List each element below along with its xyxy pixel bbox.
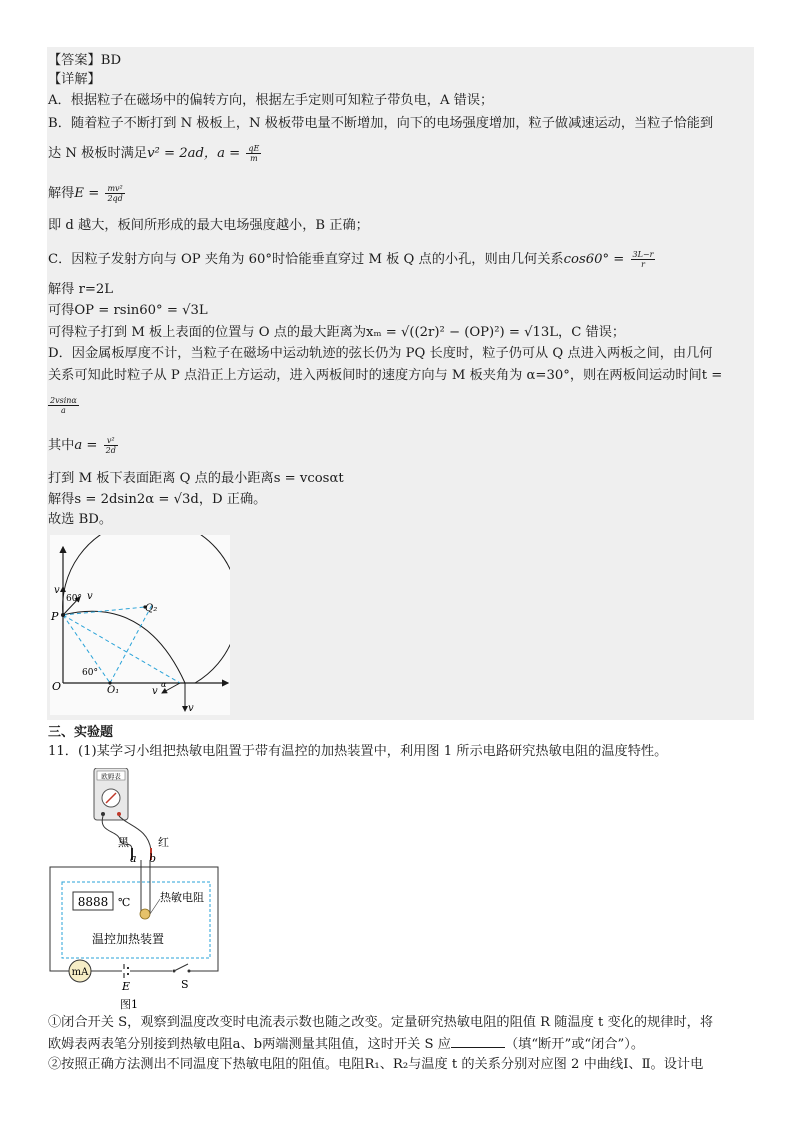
fraction-numerator: 2vsinα bbox=[50, 396, 77, 405]
option-c-line1 bbox=[48, 250, 657, 269]
fraction-denominator: a bbox=[61, 406, 66, 415]
option-d-line2: 关系可知此时粒子从 P 点沿正上方运动，进入两板间时的速度方向与 M 板夹角为 α=30°，则在两板间运动时间t = bbox=[48, 368, 723, 383]
section-title: 三、实验题 bbox=[48, 725, 114, 740]
fraction-numerator: 3L−r bbox=[632, 250, 654, 259]
option-b-line2 bbox=[48, 144, 263, 163]
label-alpha: α bbox=[161, 680, 167, 689]
switch-label: S bbox=[181, 978, 189, 991]
option-c-line3: 可得OP = rsin60° = √3L bbox=[48, 303, 208, 318]
option-c-line2: 解得 r=2L bbox=[48, 282, 114, 297]
option-d-line4 bbox=[48, 436, 120, 455]
label-60-bottom: 60° bbox=[82, 668, 98, 678]
option-a-text: A．根据粒子在磁场中的偏转方向，根据左手定则可知粒子带负电，A 错误； bbox=[48, 93, 494, 108]
thermistor-label: 热敏电阻 bbox=[160, 891, 204, 904]
label-60-top: 60° bbox=[66, 594, 82, 604]
label-v-low: v bbox=[152, 686, 158, 697]
option-c-line1-eq: cos60° = bbox=[563, 252, 629, 267]
item1-line2-text: 欧姆表两表笔分别接到热敏电阻a、b两端测量其阻值，这时开关 S 应 bbox=[48, 1037, 451, 1052]
trajectory-diagram bbox=[50, 535, 230, 715]
answer-header: 【答案】BD bbox=[48, 53, 122, 68]
temperature-unit: ℃ bbox=[118, 896, 131, 909]
option-b-line4: 即 d 越大，板间所形成的最大电场强度越小，B 正确； bbox=[48, 218, 369, 233]
option-d-line4-text: 其中 bbox=[48, 438, 75, 453]
fraction-3l-minus-r-over-r bbox=[631, 250, 656, 269]
ohmmeter-terminal-red bbox=[117, 812, 121, 816]
option-d-line3 bbox=[48, 396, 81, 415]
fraction-denominator: 2d bbox=[105, 446, 116, 455]
label-red: 红 bbox=[158, 836, 169, 849]
battery-gap bbox=[122, 969, 130, 973]
device-label: 温控加热装置 bbox=[92, 932, 165, 946]
option-c-line4: 可得粒子打到 M 板上表面的位置与 O 点的最大距离为xₘ = √((2r)² − (OP)²) = √13L，C 错误； bbox=[48, 325, 626, 340]
detail-label: 【详解】 bbox=[48, 72, 101, 87]
question11-intro: 11．(1)某学习小组把热敏电阻置于带有温控的加热装置中，利用图 1 所示电路研究热敏电阻的温度特性。 bbox=[48, 744, 668, 759]
fraction-denominator: r bbox=[641, 260, 645, 269]
circuit-figure bbox=[48, 768, 223, 1013]
label-v-mid: v bbox=[87, 591, 93, 602]
thermistor-pointer bbox=[150, 899, 160, 914]
option-d-line6: 解得s = 2dsin2α = √3d，D 正确。 bbox=[48, 492, 267, 507]
point-p bbox=[61, 613, 65, 617]
dashed-radius-1 bbox=[63, 615, 180, 683]
label-o: O bbox=[52, 680, 62, 693]
dashed-chord bbox=[63, 607, 145, 615]
battery-label: E bbox=[122, 980, 131, 993]
temperature-digits: 8888 bbox=[77, 895, 109, 909]
option-b-line2-eq: v² = 2ad，a = bbox=[147, 146, 245, 161]
label-p: P bbox=[51, 610, 59, 623]
outer-enclosure bbox=[50, 867, 218, 971]
option-b-line3-text: 解得 bbox=[48, 186, 75, 201]
fraction-v2-over-2d bbox=[104, 436, 118, 455]
switch-contact-right bbox=[188, 970, 191, 973]
option-d-line1: D．因金属板厚度不计，当粒子在磁场中运动轨迹的弦长仍为 PQ 长度时，粒子仍可从 Q 点进入两板之间，由几何 bbox=[48, 346, 713, 361]
label-o1: O₁ bbox=[107, 685, 120, 696]
fraction-numerator: qE bbox=[248, 144, 260, 153]
option-b-line3-eq: E = bbox=[74, 186, 104, 201]
answer-blank[interactable] bbox=[451, 1035, 505, 1048]
option-d-line7: 故选 BD。 bbox=[48, 512, 113, 527]
label-v-top: v bbox=[54, 585, 60, 596]
ohmmeter-label: 欧姆表 bbox=[101, 772, 121, 781]
item2-line1: ②按照正确方法测出不同温度下热敏电阻的阻值。电阻R₁、R₂与温度 t 的关系分别对应图 2 中曲线Ⅰ、Ⅱ。设计电 bbox=[48, 1057, 704, 1072]
fraction-2vsina-over-a bbox=[48, 396, 79, 415]
option-c-line1-text: C．因粒子发射方向与 OP 夹角为 60°时恰能垂直穿过 M 板 Q 点的小孔，则由几何关系 bbox=[48, 252, 564, 267]
option-b-line2-text: 达 N 极板时满足 bbox=[48, 146, 148, 161]
label-v-down: v bbox=[188, 703, 194, 714]
label-black: 黑 bbox=[118, 836, 129, 849]
fraction-mv2-over-2qd bbox=[105, 184, 124, 203]
fraction-numerator: mv² bbox=[105, 184, 124, 194]
option-b-line1: B．随着粒子不断打到 N 极板上，N 极板带电量不断增加，向下的电场强度增加，粒子做减速运动，当粒子恰能到 bbox=[48, 116, 714, 131]
figure-caption: 图1 bbox=[120, 998, 138, 1011]
dashed-radius-2 bbox=[110, 605, 152, 683]
fraction-numerator: v² bbox=[104, 436, 118, 446]
label-b: b bbox=[149, 852, 157, 865]
ohmmeter-terminal-black bbox=[101, 812, 105, 816]
item1-line2-hint: （填“断开”或“闭合”）。 bbox=[504, 1037, 645, 1052]
thermistor-bead bbox=[140, 909, 150, 919]
fraction-denominator: m bbox=[250, 154, 258, 163]
circuit-diagram bbox=[48, 768, 223, 1013]
fraction-denominator: 2qd bbox=[107, 194, 123, 203]
item1-line2 bbox=[48, 1035, 644, 1054]
trajectory-figure bbox=[50, 535, 230, 715]
option-d-line4-eq: a = bbox=[74, 438, 102, 453]
item1-line1: ①闭合开关 S，观察到温度改变时电流表示数也随之改变。定量研究热敏电阻的阻值 R 随温度 t 变化的规律时，将 bbox=[48, 1015, 714, 1030]
label-a: a bbox=[130, 852, 137, 865]
ammeter-label: mA bbox=[71, 967, 89, 978]
label-q2: Q₂ bbox=[145, 603, 158, 614]
fraction-qe-over-m bbox=[246, 144, 261, 163]
option-d-line5: 打到 M 板下表面距离 Q 点的最小距离s = vcosαt bbox=[48, 471, 344, 486]
option-b-line3 bbox=[48, 184, 127, 203]
